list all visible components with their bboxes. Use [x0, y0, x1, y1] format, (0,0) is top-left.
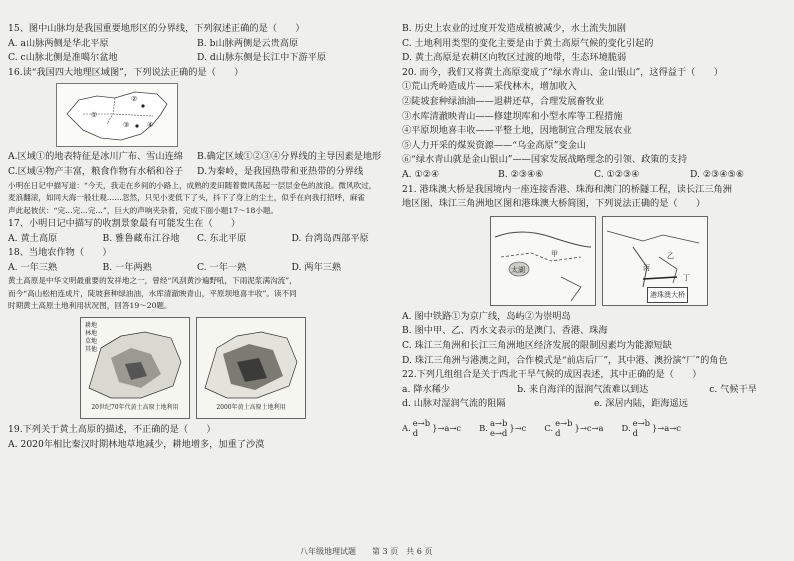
q18-option-b: B. 一年两熟 [102, 261, 152, 273]
q17-option-a: A. 黄土高原 [8, 232, 58, 244]
q20-stem: 20. 而今，我们又将黄土高原变成了“绿水青山、金山银山”，这得益于（ ） [402, 66, 723, 78]
q18-option-d: D. 两年三熟 [291, 261, 342, 273]
q17-option-b: B. 雅鲁藏布江谷地 [102, 232, 180, 244]
q21-stem-line1: 21. 港珠澳大桥是我国境内一座连接香港、珠海和澳门的桥隧工程，读长江三角洲 [402, 183, 732, 195]
q16-option-d: D.为秦岭，是我国热带和亚热带的分界线 [197, 165, 364, 177]
region-4-label: ④ [147, 121, 154, 130]
q20-item-2: ②陡坡套种绿油油——退耕还草，合理发展畜牧业 [402, 95, 605, 107]
jia-label: 甲 [551, 249, 558, 258]
q17-option-c: C. 东北平原 [197, 232, 247, 244]
bridge-label: 港珠澳大桥 [647, 287, 688, 304]
region-1-label: ① [91, 111, 98, 120]
left-column [8, 22, 386, 452]
ding-label: 丁 [683, 273, 690, 282]
q21-option-b: B. 图中甲、乙、丙水文表示的是澳门、香港、珠海 [402, 325, 608, 337]
map-2000-caption: 2000年黄土高原土地利用 [216, 404, 286, 412]
landuse-map-1970s [80, 317, 190, 419]
region-2-label: ② [131, 95, 138, 104]
bing-label: 丙 [643, 263, 650, 272]
q21-option-a: A. 图中铁路①为京广线，岛屿②为崇明岛 [402, 310, 571, 322]
loess-landuse-maps [80, 317, 386, 419]
q20-option-b: B. ②③④⑥ [498, 168, 544, 180]
passage2-line3: 时期黄土高原土地利用状况图，回答19～20题。 [8, 301, 172, 311]
passage2-line1: 黄土高原是中华文明最重要的发祥地之一，曾经“风刮黄沙遍野吼，下雨泥浆满沟流”， [8, 276, 297, 286]
q22-option-a-label: A. [402, 422, 411, 433]
q22-stem: 22.下列几组组合是关于西北干旱气候的成因表述，其中正确的是（ ） [402, 369, 702, 381]
q20-item-3: ③水库清澈映青山——修建坝库和小型水库等工程措施 [402, 110, 623, 122]
legend-forest: 林地 [85, 329, 98, 337]
china-regions-map [56, 83, 178, 147]
map-1970s-caption: 20世纪70年代黄土高原土地利用 [91, 404, 179, 412]
q22-item-e: e. 深居内陆，距海遥远 [594, 398, 688, 410]
yi-label: 乙 [667, 251, 674, 260]
q19-option-d: D. 黄土高原是农耕区向牧区过渡的地带，生态环境脆弱 [402, 52, 627, 64]
q17-option-d: D. 台湾岛西部平原 [291, 232, 369, 244]
q19-option-c: C. 土地利用类型的变化主要是由于黄土高原气候的变化引起的 [402, 37, 654, 49]
q22-option-b-label: B. [479, 422, 488, 433]
q16-option-a: A.区域①的地表特征是冰川广布、雪山连绵 [8, 151, 183, 163]
landuse-map-2000 [196, 317, 306, 419]
q22-option-d: D. e→b d }→a→c [621, 417, 681, 438]
q15-stem: 15、图中山脉均是我国重要地形区的分界线，下列叙述正确的是（ ） [8, 23, 305, 34]
q15-option-a: A. a山脉两侧是华北平原 [8, 37, 109, 49]
q20-item-6: ⑥“绿水青山就是金山银山”——国家发展战略理念的引领、政策的支持 [402, 154, 688, 166]
q22-item-a: a. 降水稀少 [402, 383, 451, 395]
q22-item-c: c. 气候干旱 [709, 383, 757, 395]
q20-option-d: D. ②③④⑤⑥ [690, 168, 745, 180]
q22-option-d-label: D. [621, 422, 631, 433]
q17-stem: 17、小明日记中描写的收割景象最有可能发生在（ ） [8, 218, 241, 230]
q20-option-c: C. ①②③④ [594, 168, 640, 180]
right-column [402, 22, 786, 438]
q16-stem: 16.读“我国四大地理区域图”，下列说法正确的是（ ） [8, 66, 244, 78]
q22-option-a: A. e→b d }→a→c [402, 417, 462, 438]
q21-option-c: C. 珠江三角洲和长江三角洲地区经济发展的限制因素均为能源短缺 [402, 339, 672, 351]
q22-item-d: d. 山脉对湿润气流的阻隔 [402, 398, 506, 410]
passage1-line1: 小明在日记中描写道：“今天，我走在乡间的小路上，成熟的麦田随着微风荡起一层层金色的波浪。微风吹过， [8, 180, 377, 190]
q15-option-d: D. d山脉东侧是长江中下游平原 [197, 52, 327, 64]
q22-item-b: b. 来自海洋的湿润气流难以到达 [517, 383, 649, 395]
q21-option-d: D. 珠江三角洲与港澳之间，合作模式是“前店后厂”，其中港、澳扮演“厂”的角色 [402, 354, 728, 366]
q22-option-c-label: C. [544, 422, 554, 433]
q22-option-c: C. e→b d }→c→a [544, 417, 604, 438]
passage1-line3: 声此起彼伏：“完…完…完…”，巨大的声响夹杂着，完成下面小题17～18小题。 [8, 205, 279, 215]
passage1-line2: 麦浪翻滚，如同大海一般壮观……忽然，只见小麦低下了头，抖下了身上的尘土，似乎在向我打招呼，麻雀 [8, 193, 365, 203]
q20-item-5: ⑤人力开采的煤炭资源——“乌金高原”变金山 [402, 139, 586, 151]
legend-other: 其他 [85, 345, 98, 353]
q19-stem: 19.下列关于黄土高原的描述，不正确的是（ ） [8, 423, 216, 435]
q18-stem: 18、当地农作物（ ） [8, 247, 112, 259]
delta-maps [490, 216, 786, 306]
q20-item-4: ④平原坝地喜丰收——平整土地，因地制宜合理发展农业 [402, 125, 632, 137]
q19-option-a: A. 2020年相比秦汉时期林地草地减少，耕地增多，加重了沙漠 [8, 438, 265, 450]
q18-option-c: C. 一年一熟 [197, 261, 247, 273]
legend-grass: 草地 [85, 337, 98, 345]
q16-option-c: C.区域④物产丰富，粮食作物有水稻和谷子 [8, 165, 183, 177]
page-footer: 八年级地理试题 第 3 页 共 6 页 [300, 547, 433, 556]
legend-cropland: 耕地 [85, 321, 98, 329]
passage2-line2: 而今“高山松柏连成片，陡坡套种绿油油，水库清澈映青山，平原坝地喜丰收”。读不同 [8, 288, 297, 298]
region-3-label: ③ [123, 121, 130, 130]
taihu-label: 太湖 [511, 265, 525, 274]
pearl-delta-map [602, 216, 708, 306]
q15-option-c: C. c山脉北侧是准噶尔盆地 [8, 52, 118, 64]
yangtze-delta-map [490, 216, 596, 306]
q19-option-b: B. 历史上农业的过度开发造成植被减少，水土流失加剧 [402, 23, 626, 34]
q22-options [402, 418, 786, 438]
q18-option-a: A. 一年三熟 [8, 261, 58, 273]
q20-option-a: A. ①②④ [402, 168, 440, 180]
q22-option-b: B. a→b e→d }→c [479, 417, 527, 438]
q20-item-1: ①荒山秃岭造成片——采伐林木，增加收入 [402, 81, 577, 93]
q15-option-b: B. b山脉两侧是云贵高原 [197, 37, 299, 49]
q16-option-b: B.确定区域①②③④分界线的主导因素是地形 [197, 151, 382, 163]
q21-stem-line2: 地区图、珠江三角洲地区图和港珠澳大桥简图，下列说法正确的是（ ） [402, 198, 706, 210]
